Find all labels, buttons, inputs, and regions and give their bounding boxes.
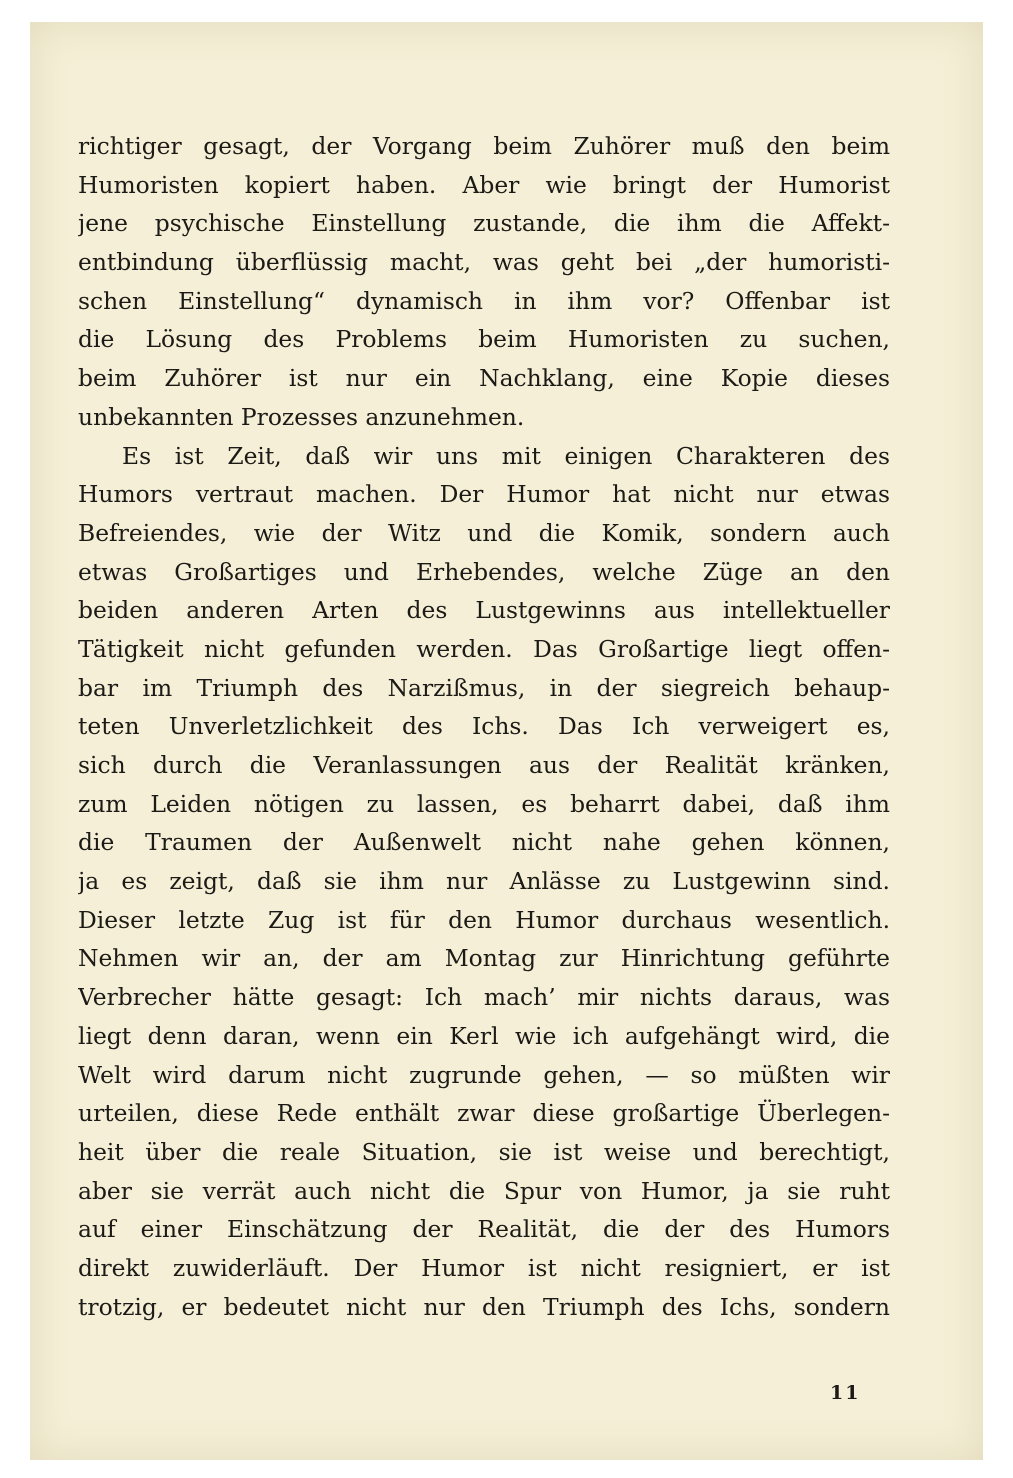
text-line: aber sie verrät auch nicht die Spur von Humor, ja sie ruht: [78, 1176, 890, 1205]
text-line: etwas Großartiges und Erhebendes, welche Züge an den: [78, 557, 890, 586]
body-text: [78, 127, 890, 1326]
text-line: urteilen, diese Rede enthält zwar diese großartige Überlegen-: [78, 1099, 890, 1128]
text-line: Welt wird darum nicht zugrunde gehen, — so müßten wir: [78, 1060, 890, 1089]
text-line: jene psychische Einstellung zustande, die ihm die Affekt-: [78, 209, 890, 238]
text-line: heit über die reale Situation, sie ist weise und berechtigt,: [78, 1137, 890, 1166]
text-line: die Lösung des Problems beim Humoristen zu suchen,: [78, 325, 890, 354]
text-line: Humors vertraut machen. Der Humor hat nicht nur etwas: [78, 480, 890, 509]
text-line: Nehmen wir an, der am Montag zur Hinrichtung geführte: [78, 944, 890, 973]
text-line: bar im Triumph des Narzißmus, in der siegreich behaup-: [78, 673, 890, 702]
text-line: entbindung überflüssig macht, was geht bei „der humoristi-: [78, 248, 890, 277]
text-line: direkt zuwiderläuft. Der Humor ist nicht resigniert, er ist: [78, 1253, 890, 1282]
text-line: richtiger gesagt, der Vorgang beim Zuhörer muß den beim: [78, 132, 890, 160]
page-number: 11: [830, 1382, 861, 1404]
text-line: beiden anderen Arten des Lustgewinns aus intellektueller: [78, 596, 890, 625]
text-line: Humoristen kopiert haben. Aber wie bringt der Humorist: [78, 170, 890, 199]
text-line: schen Einstellung“ dynamisch in ihm vor? Offenbar ist: [78, 286, 890, 315]
text-line: ja es zeigt, daß sie ihm nur Anlässe zu Lustgewinn sind.: [78, 867, 890, 896]
text-line: trotzig, er bedeutet nicht nur den Triumph des Ichs, sondern: [78, 1292, 890, 1321]
paragraph-start-line: Es ist Zeit, daß wir uns mit einigen Charakteren des: [122, 441, 890, 470]
text-line: die Traumen der Außenwelt nicht nahe gehen können,: [78, 828, 890, 857]
text-line: Verbrecher hätte gesagt: Ich mach’ mir nichts daraus, was: [78, 983, 890, 1012]
text-line: sich durch die Veranlassungen aus der Realität kränken,: [78, 751, 890, 779]
book-page: [30, 22, 983, 1460]
text-line: Dieser letzte Zug ist für den Humor durchaus wesentlich.: [78, 905, 890, 934]
text-line: zum Leiden nötigen zu lassen, es beharrt dabei, daß ihm: [78, 789, 890, 818]
text-line: Befreiendes, wie der Witz und die Komik, sondern auch: [78, 518, 890, 547]
text-line: Tätigkeit nicht gefunden werden. Das Großartige liegt offen-: [78, 634, 890, 663]
text-line: beim Zuhörer ist nur ein Nachklang, eine Kopie dieses: [78, 364, 890, 393]
paragraph-end-line: unbekannten Prozesses anzunehmen.: [78, 402, 525, 431]
text-line: teten Unverletzlichkeit des Ichs. Das Ich verweigert es,: [78, 712, 890, 741]
text-line: auf einer Einschätzung der Realität, die der des Humors: [78, 1215, 890, 1244]
text-line: liegt denn daran, wenn ein Kerl wie ich aufgehängt wird, die: [78, 1021, 890, 1050]
